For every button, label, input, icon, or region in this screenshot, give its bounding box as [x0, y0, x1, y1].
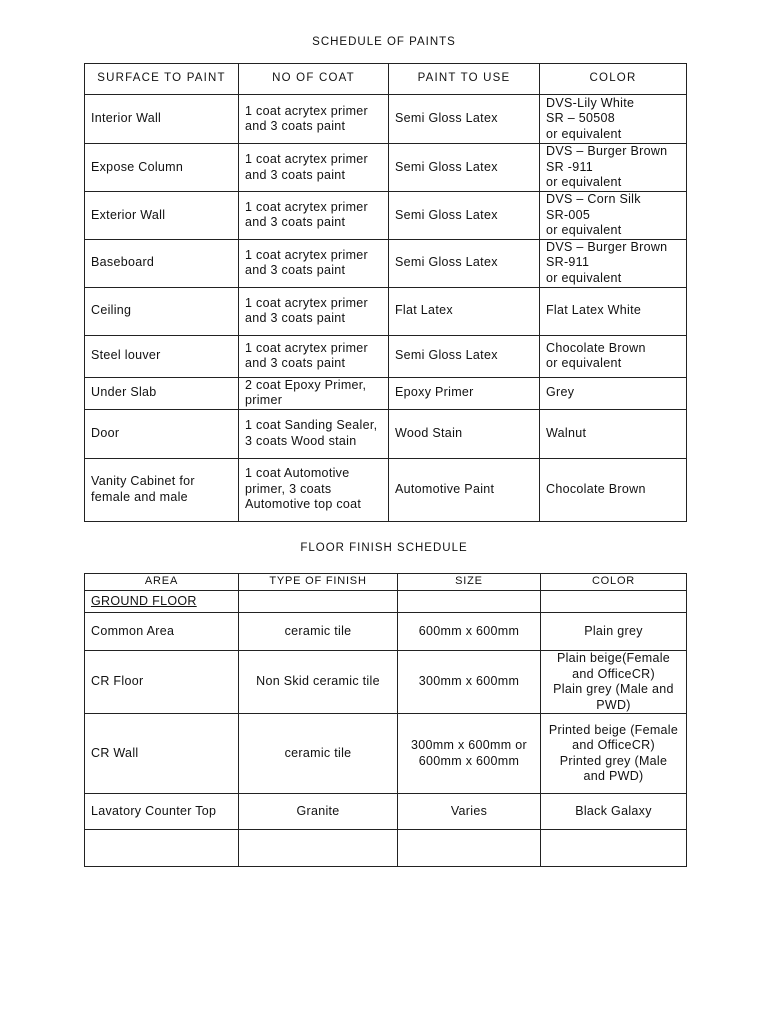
paint-cell: Semi Gloss Latex: [389, 335, 540, 377]
table-row: [85, 458, 687, 521]
floor-color-cell: [541, 830, 687, 867]
color-cell: Chocolate Brown or equivalent: [540, 335, 687, 377]
coat-cell: 1 coat acrytex primer and 3 coats paint: [239, 335, 389, 377]
paint-cell: Semi Gloss Latex: [389, 144, 540, 192]
section-label: GROUND FLOOR: [85, 591, 239, 613]
header-size: SIZE: [398, 574, 541, 591]
finish-cell: Granite: [239, 794, 398, 830]
coat-cell: 1 coat Sanding Sealer, 3 coats Wood stain: [239, 409, 389, 458]
paint-cell: Semi Gloss Latex: [389, 192, 540, 240]
size-cell: 300mm x 600mm or 600mm x 600mm: [398, 714, 541, 794]
color-cell: Chocolate Brown: [540, 458, 687, 521]
area-cell: CR Wall: [85, 714, 239, 794]
surface-cell: Steel louver: [85, 335, 239, 377]
size-cell: 300mm x 600mm: [398, 651, 541, 714]
size-cell: Varies: [398, 794, 541, 830]
coat-cell: 1 coat acrytex primer and 3 coats paint: [239, 144, 389, 192]
area-cell: Common Area: [85, 613, 239, 651]
paint-cell: Automotive Paint: [389, 458, 540, 521]
area-cell: Lavatory Counter Top: [85, 794, 239, 830]
finish-cell: Non Skid ceramic tile: [239, 651, 398, 714]
floor-schedule-title: FLOOR FINISH SCHEDULE: [300, 542, 468, 554]
size-cell: 600mm x 600mm: [398, 613, 541, 651]
header-surface: SURFACE TO PAINT: [85, 64, 239, 95]
surface-cell: Expose Column: [85, 144, 239, 192]
table-row: [85, 794, 687, 830]
table-row: [85, 287, 687, 335]
table-row: [85, 613, 687, 651]
surface-cell: Interior Wall: [85, 95, 239, 144]
header-color: COLOR: [540, 64, 687, 95]
header-floor-color: COLOR: [541, 574, 687, 591]
table-row: [85, 144, 687, 192]
surface-cell: Exterior Wall: [85, 192, 239, 240]
color-cell: DVS – Burger Brown SR-911 or equivalent: [540, 239, 687, 287]
floor-color-cell: Black Galaxy: [541, 794, 687, 830]
coat-cell: 1 coat Automotive primer, 3 coats Automotive top coat: [239, 458, 389, 521]
color-cell: DVS – Corn Silk SR-005 or equivalent: [540, 192, 687, 240]
finish-cell: ceramic tile: [239, 714, 398, 794]
surface-cell: Baseboard: [85, 239, 239, 287]
coat-cell: 1 coat acrytex primer and 3 coats paint: [239, 239, 389, 287]
color-cell: DVS – Burger Brown SR -911 or equivalent: [540, 144, 687, 192]
header-coat: NO OF COAT: [239, 64, 389, 95]
paint-cell: Wood Stain: [389, 409, 540, 458]
table-row: [85, 377, 687, 409]
surface-cell: Vanity Cabinet for female and male: [85, 458, 239, 521]
coat-cell: 1 coat acrytex primer and 3 coats paint: [239, 287, 389, 335]
header-area: AREA: [85, 574, 239, 591]
coat-cell: 1 coat acrytex primer and 3 coats paint: [239, 95, 389, 144]
area-cell: [85, 830, 239, 867]
paint-schedule-title: SCHEDULE OF PAINTS: [312, 36, 456, 48]
surface-cell: Door: [85, 409, 239, 458]
header-finish: TYPE OF FINISH: [239, 574, 398, 591]
table-row: [85, 651, 687, 714]
paint-cell: Semi Gloss Latex: [389, 239, 540, 287]
size-cell: [398, 830, 541, 867]
table-row: [85, 409, 687, 458]
section-row: [85, 591, 687, 613]
coat-cell: 1 coat acrytex primer and 3 coats paint: [239, 192, 389, 240]
color-cell: DVS-Lily White SR – 50508 or equivalent: [540, 95, 687, 144]
floor-schedule-table: [84, 573, 687, 867]
floor-color-cell: Plain beige(Female and OfficeCR) Plain grey (Male and PWD): [541, 651, 687, 714]
header-paint: PAINT TO USE: [389, 64, 540, 95]
table-row: [85, 335, 687, 377]
paint-cell: Flat Latex: [389, 287, 540, 335]
paint-cell: Semi Gloss Latex: [389, 95, 540, 144]
paint-header-row: [85, 64, 687, 95]
color-cell: Flat Latex White: [540, 287, 687, 335]
color-cell: Grey: [540, 377, 687, 409]
surface-cell: Under Slab: [85, 377, 239, 409]
floor-color-cell: Printed beige (Female and OfficeCR) Printed grey (Male and PWD): [541, 714, 687, 794]
table-row: [85, 714, 687, 794]
floor-header-row: [85, 574, 687, 591]
table-row: [85, 95, 687, 144]
coat-cell: 2 coat Epoxy Primer, primer: [239, 377, 389, 409]
finish-cell: ceramic tile: [239, 613, 398, 651]
surface-cell: Ceiling: [85, 287, 239, 335]
paint-cell: Epoxy Primer: [389, 377, 540, 409]
table-row: [85, 830, 687, 867]
paint-schedule-table: [84, 63, 687, 522]
table-row: [85, 239, 687, 287]
area-cell: CR Floor: [85, 651, 239, 714]
floor-color-cell: Plain grey: [541, 613, 687, 651]
color-cell: Walnut: [540, 409, 687, 458]
finish-cell: [239, 830, 398, 867]
table-row: [85, 192, 687, 240]
